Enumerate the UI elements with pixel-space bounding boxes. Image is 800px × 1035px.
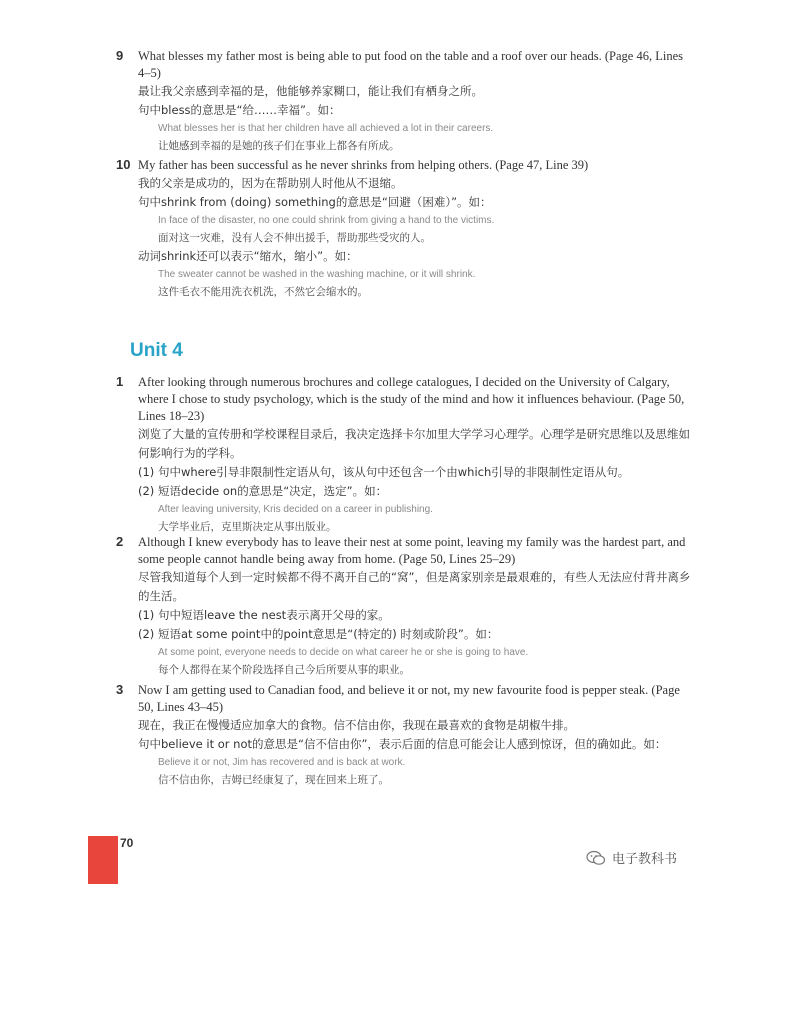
- note-chinese: 尽管我知道每个人到一定时候都不得不离开自己的“窝”，但是离家别亲是最艰难的，有些人无法应付背井离乡的生活。: [138, 570, 691, 603]
- page-tab: [88, 836, 118, 884]
- note-english: Although I knew everybody has to leave their nest at some point, leaving my family was the hardest part, and some people cannot handle being away from home. (Page 50, Lines 25–29): [138, 535, 686, 566]
- unit-heading: Unit 4: [130, 340, 183, 361]
- example-english-2: The sweater cannot be washed in the washing machine, or it will shrink.: [158, 269, 476, 280]
- note-sub-point-2: (2) 短语at some point中的point意思是“(特定的) 时刻或阶段”。如：: [138, 627, 499, 641]
- note-number: 2: [116, 534, 124, 549]
- note-number: 9: [116, 48, 124, 63]
- note-english: After looking through numerous brochures and college catalogues, I decided on the University of Calgary, where I chose to study psychology, which is the study of the mind and how it influences behaviour. (Page 50, Lines 18–23): [138, 375, 685, 423]
- example-chinese: 信不信由你，吉姆已经康复了，现在回来上班了。: [158, 774, 389, 786]
- note-9: [116, 48, 698, 155]
- page-number: 70: [120, 836, 134, 850]
- note-sub-point-2: (2) 短语decide on的意思是“决定，选定”。如：: [138, 484, 388, 498]
- example-english: In face of the disaster, no one could shrink from giving a hand to the victims.: [158, 215, 495, 226]
- note-sub-point-1: (1) 句中短语leave the nest表示离开父母的家。: [138, 608, 390, 622]
- note-10: [116, 157, 698, 301]
- note-number: 3: [116, 682, 124, 697]
- note-chinese: 我的父亲是成功的，因为在帮助别人时他从不退缩。: [138, 176, 403, 190]
- example-english: Believe it or not, Jim has recovered and is back at work.: [158, 757, 406, 768]
- unit-note-1: [116, 374, 698, 536]
- example-chinese: 让她感到幸福的是她的孩子们在事业上都各有所成。: [158, 140, 400, 152]
- example-english: What blesses her is that her children have all achieved a lot in their careers.: [158, 123, 494, 134]
- note-english: What blesses my father most is being able to put food on the table and a roof over our heads. (Page 46, Lines 4–5): [138, 49, 683, 80]
- note-english: My father has been successful as he never shrinks from helping others. (Page 47, Line 39): [138, 158, 589, 172]
- example-chinese: 面对这一灾难，没有人会不伸出援手，帮助那些受灾的人。: [158, 232, 431, 244]
- watermark: [586, 848, 677, 867]
- note-chinese: 现在，我正在慢慢适应加拿大的食物。信不信由你，我现在最喜欢的食物是胡椒牛排。: [138, 718, 575, 732]
- watermark-text: 电子教科书: [612, 852, 678, 867]
- unit-note-2: [116, 534, 698, 679]
- note-explanation: 句中shrink from (doing) something的意思是“回避（困难）”。如：: [138, 195, 492, 209]
- note-number: 10: [116, 157, 131, 172]
- note-english: Now I am getting used to Canadian food, and believe it or not, my new favourite food is pepper steak. (Page 50, Lines 43–45): [138, 683, 680, 714]
- note-chinese: 浏览了大量的宣传册和学校课程目录后，我决定选择卡尔加里大学学习心理学。心理学是研究思维以及思维如何影响行为的学科。: [138, 427, 690, 460]
- example-chinese: 每个人都得在某个阶段选择自己今后所要从事的职业。: [158, 664, 410, 676]
- unit-note-3: [116, 682, 698, 789]
- example-chinese: 大学毕业后，克里斯决定从事出版业。: [158, 521, 337, 533]
- note-chinese: 最让我父亲感到幸福的是，他能够养家糊口，能让我们有栖身之所。: [138, 84, 483, 98]
- example-english: After leaving university, Kris decided on a career in publishing.: [158, 504, 433, 515]
- note-explanation: 句中bless的意思是“给……幸福”。如：: [138, 103, 341, 117]
- wechat-icon: [586, 850, 606, 866]
- example-chinese-2: 这件毛衣不能用洗衣机洗，不然它会缩水的。: [158, 286, 368, 298]
- example-english: At some point, everyone needs to decide on what career he or she is going to have.: [158, 647, 529, 658]
- note-number: 1: [116, 374, 124, 389]
- note-sub-point-1: (1) 句中where引导非限制性定语从句，该从句中还包含一个由which引导的非限制性定语从句。: [138, 465, 630, 479]
- note-explanation: 句中believe it or not的意思是“信不信由你”，表示后面的信息可能会让人感到惊讶，但的确如此。如：: [138, 737, 667, 751]
- note-explanation-2: 动词shrink还可以表示“缩水，缩小”。如：: [138, 249, 358, 263]
